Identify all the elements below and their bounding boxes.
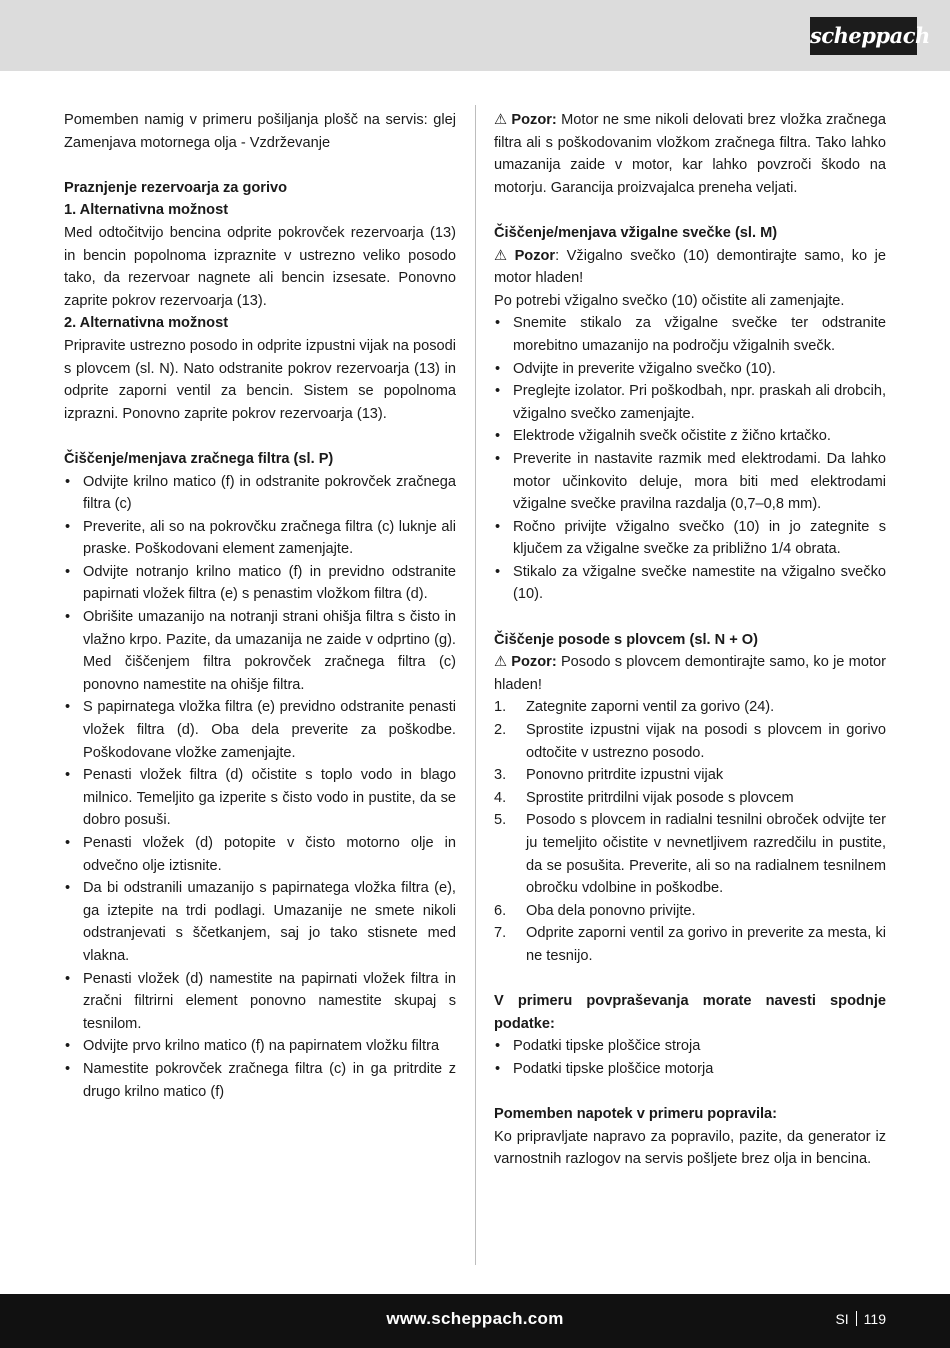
air-filter-heading: Čiščenje/menjava zračnega filtra (sl. P) [64,450,334,467]
warning-icon: ⚠ [494,247,511,264]
step-number: 2. [494,722,507,739]
step-number: 5. [494,812,507,829]
caution-text: Motor ne sme nikoli delovati brez vložka zračnega filtra ali s poškodovanim vložkom zračnega filtra. Tako lahko umazanija zaide v motor, kar lahko povzroči škodo na motorju. Garancija proizvajalca preneha veljati. [494,112,886,196]
list-item: • Penasti vložek (d) namestite na papirnati vložek filtra in zračni filtrirni element ponovno namestite skupaj s tesnilom. [64,968,456,1036]
inquiry-list [494,1035,886,1080]
float-bowl-heading: Čiščenje posode s plovcem (sl. N + O) [494,631,758,648]
step-number: 7. [494,925,507,942]
left-column [64,109,456,1103]
alternative-2-text: Pripravite ustrezno posodo in odprite izpustni vijak na posodi s plovcem (sl. N). Nato odstranite pokrov rezervoarja (13) in odprite zaporni ventil za bencin. Sistem se popolnoma izprazni. Ponovno zaprite pokrov rezervoarja (13). [64,337,456,422]
step-text: Ponovno pritrdite izpustni vijak [526,767,724,784]
caution-label: Pozor [514,247,556,264]
step-text: Odprite zaporni ventil za gorivo in preverite za mesta, ki ne tesnijo. [526,925,886,964]
spark-plug-intro: Po potrebi vžigalno svečko (10) očistite ali zamenjajte. [494,292,845,309]
alternative-2-heading: 2. Alternativna možnost [64,315,229,332]
list-item: • Odvijte prvo krilno matico (f) na papirnatem vložku filtra [64,1035,456,1058]
separator [856,1311,857,1326]
list-item: • Podatki tipske ploščice stroja [494,1035,886,1058]
warning-icon: ⚠ [494,654,508,671]
list-item [494,900,886,923]
list-item: • Snemite stikalo za vžigalne svečke ter odstranite morebitno umazanijo na področju vžigalnih svečk. [494,312,886,357]
list-item: • Odvijte in preverite vžigalno svečko (10). [494,358,886,381]
caution-text: Posodo s plovcem demontirajte samo, ko je motor hladen! [494,654,886,693]
step-text: Oba dela ponovno privijte. [526,902,696,919]
list-item: • Preverite, ali so na pokrovčku zračnega filtra (c) luknje ali praske. Poškodovani element zamenjajte. [64,516,456,561]
list-item: • Odvijte notranjo krilno matico (f) in previdno odstranite papirnati vložek filtra (e) s penastim vložkom filtra (d). [64,561,456,606]
step-text: Posodo s plovcem in radialni tesnilni obroček odvijte ter ju temeljito očistite v nevnetljivem razredčilu in pustite, da se posušita. Preverite, ali so na radialnem tesnilnem obročku vdolbine in poškodbe. [526,812,886,897]
float-bowl-caution [494,651,886,696]
right-column [494,109,886,1171]
servicing-tip: Pomemben namig v primeru pošiljanja plošč na servis: glej Zamenjava motornega olja - Vzdrževanje [64,112,456,151]
alternative-1-text: Med odtočitvijo bencina odprite pokrovček rezervoarja (13) in bencin popolnoma izpraznite v ustrezno veliko posodo tako, da rezervoar nagnete ali bencin izsesate. Ponovno zaprite pokrov rezervoarja (13). [64,224,456,309]
column-divider [475,105,476,1265]
spark-plug-list [494,312,886,606]
list-item: • Preverite in nastavite razmik med elektrodami. Da lahko motor učinkovito deluje, mora biti med elektrodami vžigalne svečke pravilna razdalja (0,7–0,8 mm). [494,448,886,516]
step-number: 6. [494,902,507,919]
website-link[interactable]: www.scheppach.com [386,1309,564,1328]
list-item: • Stikalo za vžigalne svečke namestite na vžigalno svečko (10). [494,561,886,606]
page-info [835,1311,886,1327]
list-item [494,809,886,899]
list-item [494,719,886,764]
language-code: SI [835,1311,849,1327]
footer-bar [0,1294,950,1348]
list-item: • Ročno privijte vžigalno svečko (10) in jo zategnite s ključem za vžigalne svečke za približno 1/4 obrata. [494,516,886,561]
list-item: • Penasti vložek filtra (d) očistite s toplo vodo in blago milnico. Temeljito ga izperite s čisto vodo in pustite, da se dobro posuši. [64,764,456,832]
fuel-tank-heading: Praznjenje rezervoarja za gorivo [64,179,288,196]
header-bar [0,0,950,71]
step-number: 1. [494,699,507,716]
float-bowl-steps [494,696,886,967]
list-item: • Podatki tipske ploščice motorja [494,1058,886,1081]
caution-text: : Vžigalno svečko (10) demontirajte samo, ko je motor hladen! [494,247,886,287]
warning-icon: ⚠ [494,112,508,128]
step-text: Zategnite zaporni ventil za gorivo (24). [526,699,775,716]
step-number: 4. [494,789,507,806]
caution-label: Pozor: [511,654,557,671]
step-text: Sprostite izpustni vijak na posodi s plovcem in gorivo odtočite v ustrezno posodo. [526,722,886,761]
list-item: • S papirnatega vložka filtra (e) previdno odstranite penasti vložek filtra (d). Oba dela preverite za poškodbe. Poškodovane vložke zamenjajte. [64,696,456,764]
list-item: • Elektrode vžigalnih svečk očistite z žično krtačko. [494,425,886,448]
step-text: Sprostite pritrdilni vijak posode s plovcem [526,789,794,806]
list-item: • Da bi odstranili umazanijo s papirnatega vložka filtra (e), ga iztepite na trdi podlagi. Umazanije ne smete nikoli odstranjevati s ščetkanjem, saj jo tako stisnete med vlakna. [64,877,456,967]
brand-logo: scheppach [810,17,917,55]
step-number: 3. [494,767,507,784]
repair-text: Ko pripravljate napravo za popravilo, pazite, da generator iz varnostnih razlogov na servis pošljete brez olja in bencina. [494,1128,886,1168]
air-filter-list [64,471,456,1104]
spark-plug-heading: Čiščenje/menjava vžigalne svečke (sl. M) [494,224,778,241]
list-item: • Preglejte izolator. Pri poškodbah, npr. praskah ali drobcih, vžigalno svečko zamenjajte. [494,380,886,425]
list-item [494,696,886,719]
page-number: 119 [863,1311,886,1327]
inquiry-heading: V primeru povpraševanja morate navesti spodnje podatke: [494,993,886,1032]
list-item: • Obrišite umazanijo na notranji strani ohišja filtra s čisto in vlažno krpo. Pazite, da umazanija ne zaide v odprtino (g). Med čiščenjem filtra pokrovček zračnega filtra (c) ponovno namestite na ohišje filtra. [64,606,456,696]
air-filter-caution [494,109,886,199]
list-item [494,764,886,787]
list-item: • Penasti vložek (d) potopite v čisto motorno olje in odvečno olje iztisnite. [64,832,456,877]
repair-heading: Pomemben napotek v primeru popravila: [494,1106,778,1123]
spark-plug-caution [494,245,886,290]
list-item [494,922,886,967]
caution-label: Pozor: [511,112,557,128]
list-item: • Odvijte krilno matico (f) in odstranite pokrovček zračnega filtra (c) [64,471,456,516]
list-item: • Namestite pokrovček zračnega filtra (c) in ga pritrdite z drugo krilno matico (f) [64,1058,456,1103]
list-item [494,787,886,810]
alternative-1-heading: 1. Alternativna možnost [64,202,229,219]
